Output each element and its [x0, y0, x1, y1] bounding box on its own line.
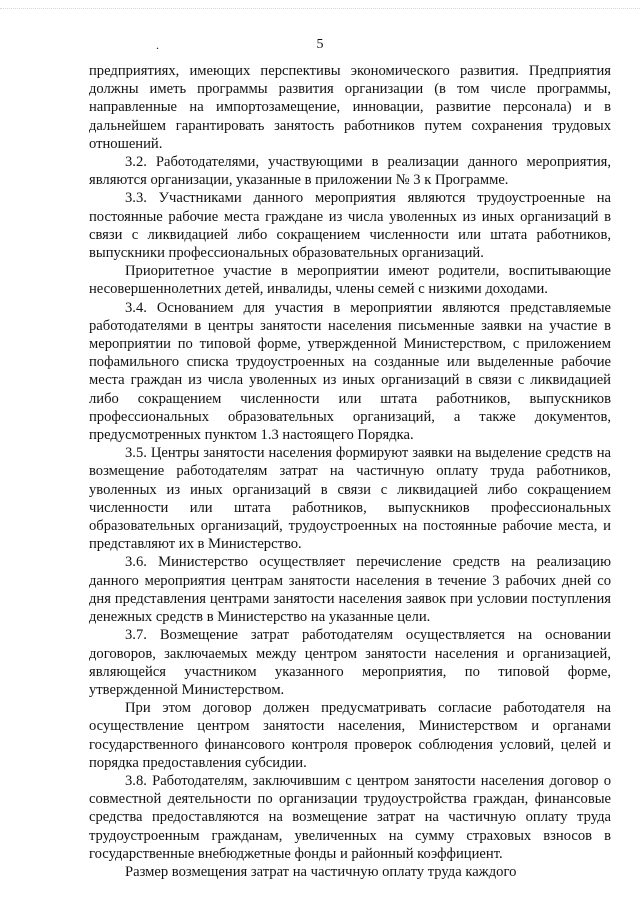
paragraph-3-5: 3.5. Центры занятости населения формируют заявки на выделение средств на возмещение работодателям затрат на частичную оплату труда работников, уволенных из иных организаций в связи с ликвидацией либо сокращением численности или штата работников, выпускников профессиональных образовательных организаций, трудоустроенных на постоянные рабочие места, и представляют их в Министерство. [89, 445, 611, 553]
body-text [89, 62, 611, 881]
paragraph-3-2: 3.2. Работодателями, участвующими в реализации данного мероприятия, являются организации, указанные в приложении № 3 к Программе. [89, 154, 611, 189]
paragraph-contract-consent: При этом договор должен предусматривать согласие работодателя на осуществление центром занятости населения, Министерством и органами государственного финансового контроля проверок соблюдения условий, целей и порядка предоставления субсидии. [89, 700, 611, 771]
paragraph-3-8: 3.8. Работодателям, заключившим с центром занятости населения договор о совместной деятельности по организации трудоустройства граждан, финансовые средства предоставляются на возмещение затрат на частичную оплату труда трудоустроенным гражданам, увеличенных на сумму страховых взносов в государственные внебюджетные фонды и районный коэффициент. [89, 772, 611, 862]
page-number: 5 [316, 37, 324, 52]
scan-edge-artifact [0, 0, 640, 9]
paragraph-continuation: предприятиях, имеющих перспективы экономического развития. Предприятия должны иметь программы развития организации (в том числе программы, направленные на импортозамещение, инновации, развитие персонала) и в дальнейшем гарантировать занятость работников путем сохранения трудовых отношений. [89, 63, 611, 152]
paragraph-3-4: 3.4. Основанием для участия в мероприятии являются представляемые работодателями в центры занятости населения письменные заявки на участие в мероприятии по типовой форме, утвержденной Министерством, с приложением пофамильного списка трудоустроенных на созданные или выделенные рабочие места граждан из числа уволенных из иных организаций в связи с ликвидацией либо сокращением численности или штата работников, выпускников профессиональных образовательных организаций, а также документов, предусмотренных пунктом 1.3 настоящего Порядка. [89, 299, 611, 444]
paragraph-3-6: 3.6. Министерство осуществляет перечисление средств на реализацию данного мероприятия центрам занятости населения в течение 3 рабочих дней со дня представления центрами занятости населения заявок при условии поступления денежных средств в Министерство на указанные цели. [89, 554, 611, 626]
paragraph-3-3: 3.3. Участниками данного мероприятия являются трудоустроенные на постоянные рабочие места граждане из числа уволенных из иных организаций в связи с ликвидацией либо сокращением численности или штата работников, выпускники профессиональных образовательных организаций. [89, 190, 611, 262]
paragraph-reimbursement-amount: Размер возмещения затрат на частичную оплату труда каждого [125, 863, 517, 880]
paragraph-priority-participation: Приоритетное участие в мероприятии имеют родители, воспитывающие несовершеннолетних детей, инвалиды, члены семей с низкими доходами. [89, 263, 611, 298]
paragraph-3-7: 3.7. Возмещение затрат работодателям осуществляется на основании договоров, заключаемых между центром занятости населения и организацией, являющейся участником указанного мероприятия, по типовой форме, утвержденной Министерством. [89, 627, 611, 698]
scan-dot-mark: . [156, 38, 159, 52]
